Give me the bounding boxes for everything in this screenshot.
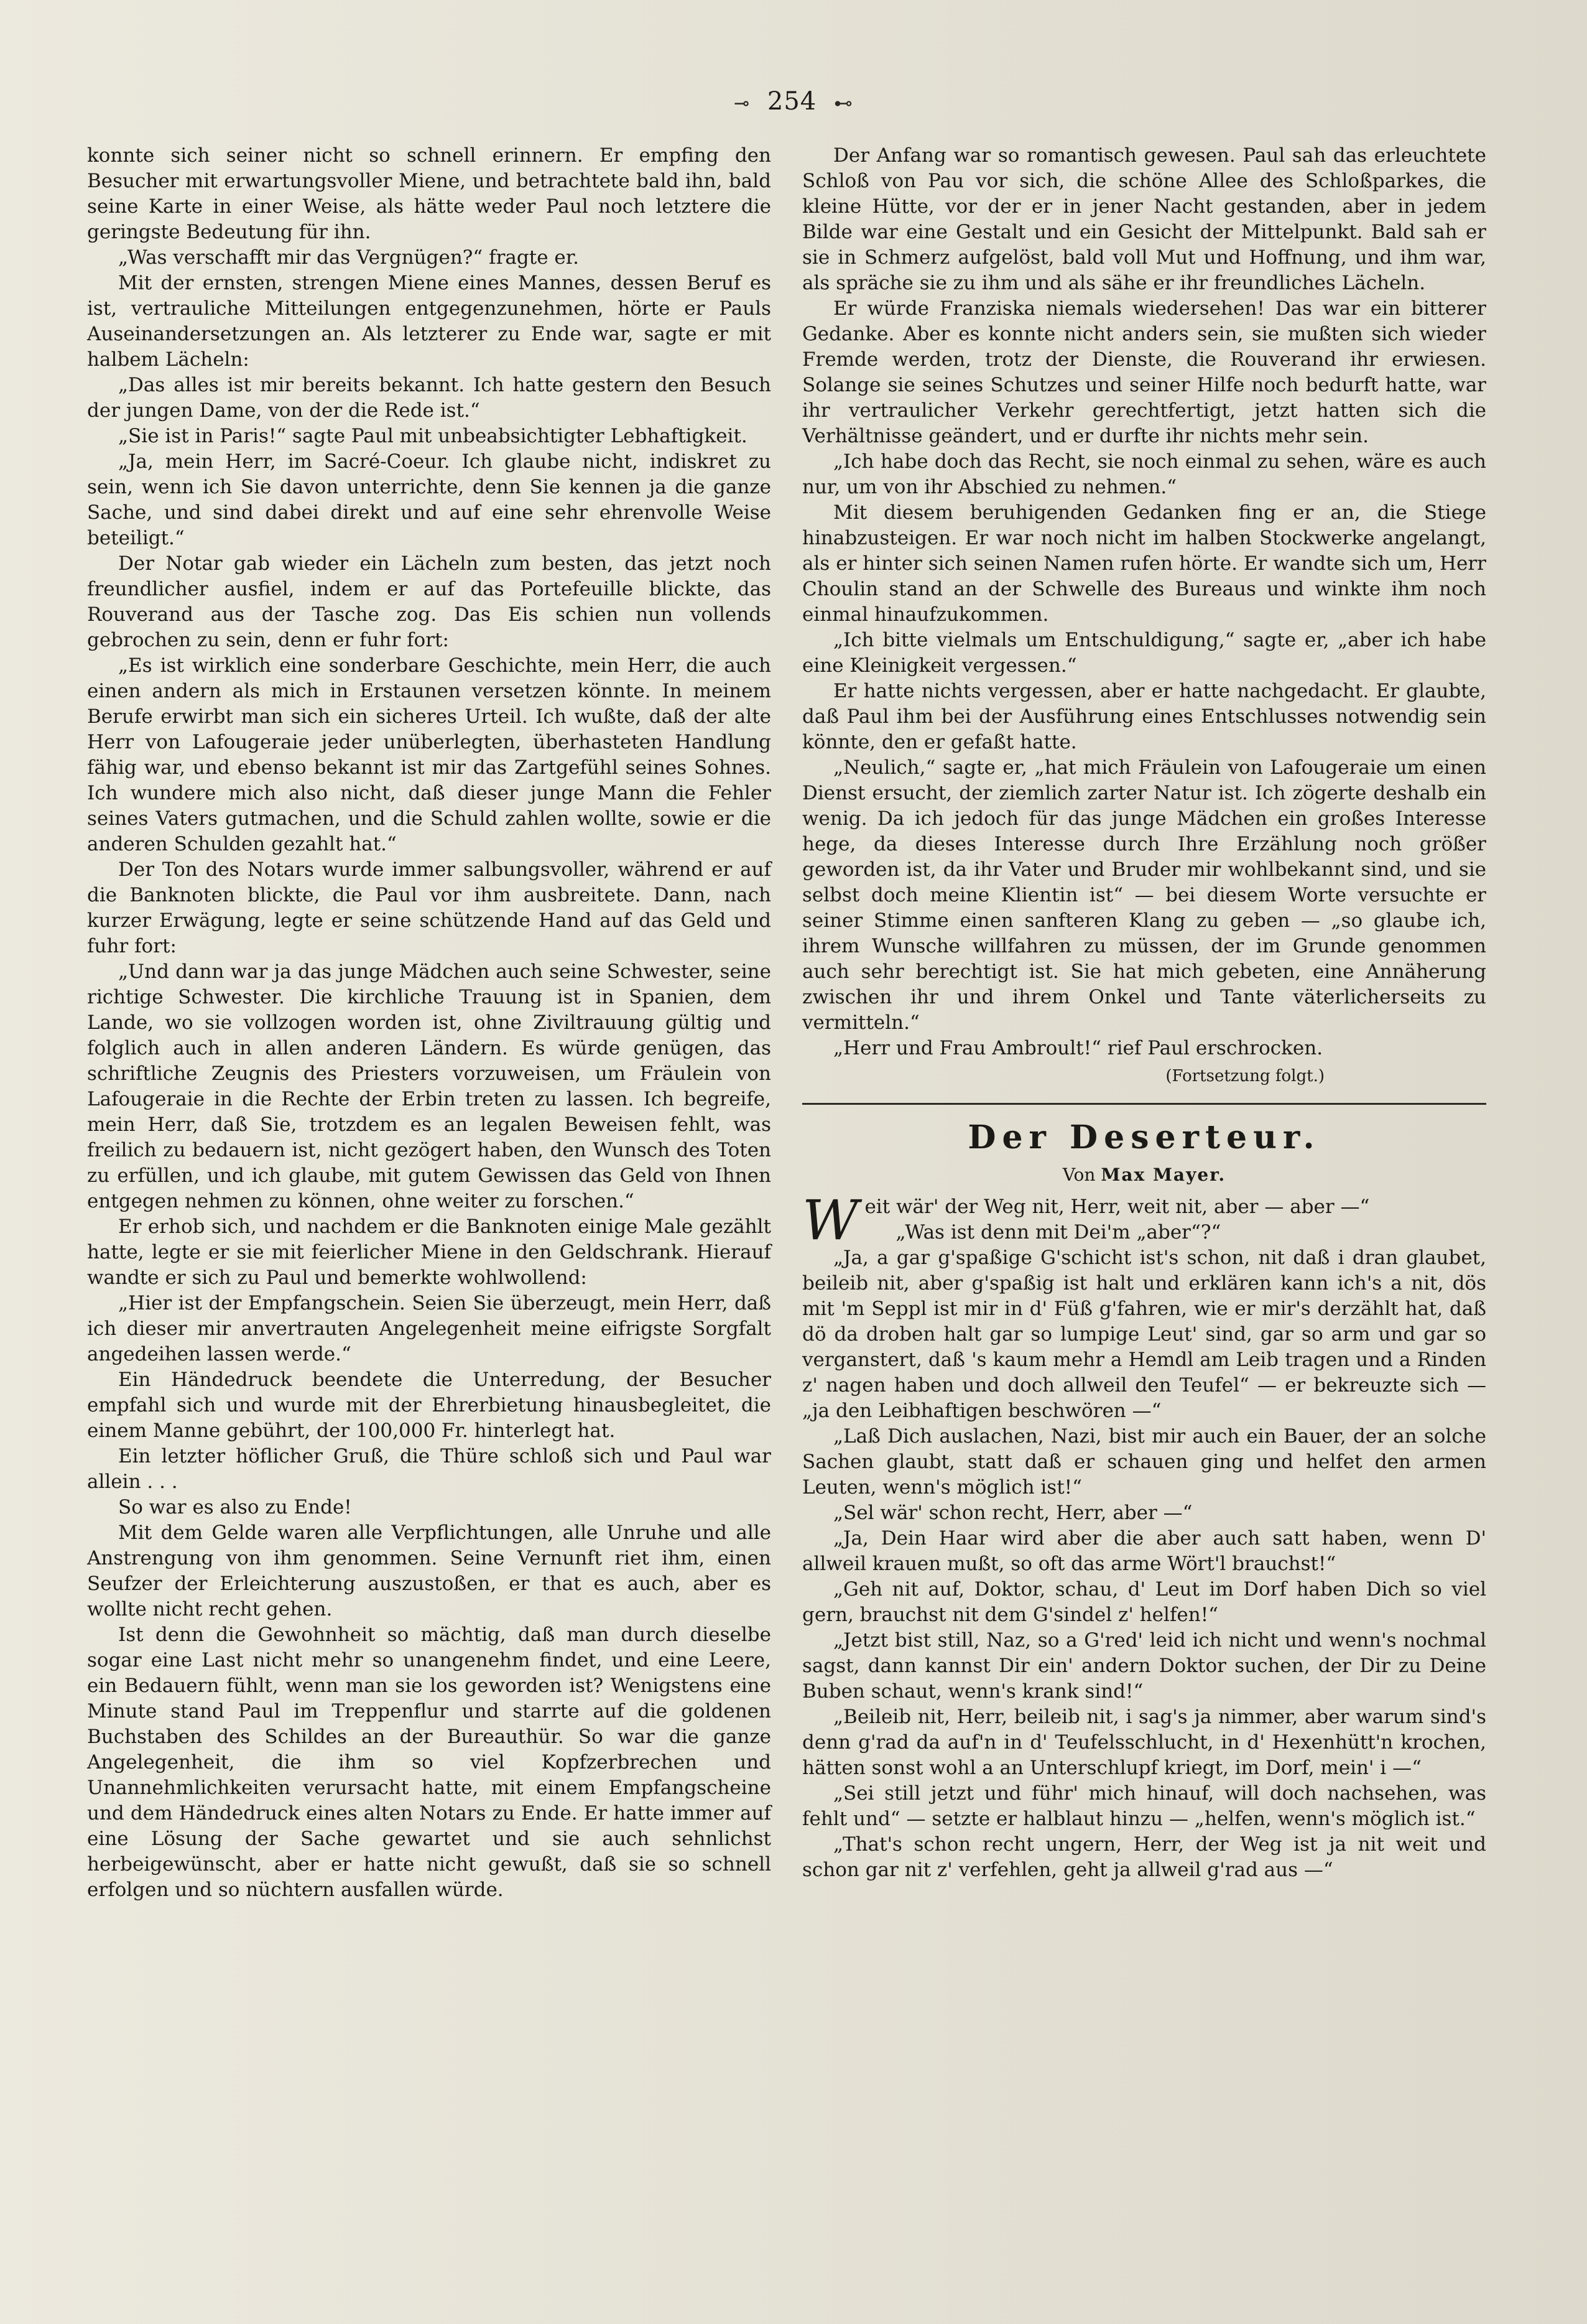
author-name: Max Mayer. — [1101, 1164, 1226, 1185]
paragraph: „Was verschafft mir das Vergnügen?“ fragte er. — [118, 246, 580, 269]
paragraph: Ein letzter höflicher Gruß, die Thüre schloß sich und Paul war allein . . . — [87, 1445, 771, 1493]
article-title: Der Deserteur. — [968, 1118, 1321, 1156]
section-divider — [802, 1103, 1486, 1105]
paragraph: konnte sich seiner nicht so schnell erinnern. Er empfing den Besucher mit erwartungsvoller Miene, und betrachtete bald ihn, bald seine Karte in einer Weise, als hätte weder Paul noch letztere die geringste Bedeutung für ihn. — [87, 144, 771, 243]
paragraph: „Neulich,“ sagte er, „hat mich Fräulein von Lafougeraie um einen Dienst ersucht, der ziemlich zarter Natur ist. Ich zögerte deshalb ein wenig. Da ich jedoch für das junge Mädchen ein großes Interesse hege, da dieses Interesse durch Ihre Erzählung noch größer geworden ist, da ihr Vater und Bruder mir wohlbekannt sind, und sie selbst doch meine Klientin ist“ — bei diesem Worte versuchte er seiner Stimme einen sanfteren Klang zu geben — „so glaube ich, ihrem Wunsche willfahren zu müssen, der im Grunde genommen auch sehr berechtigt ist. Sie hat mich gebeten, eine Annäherung zwischen ihr und ihrem Onkel und Tante väterlicherseits zu vermitteln.“ — [802, 756, 1486, 1034]
paragraph: „Herr und Frau Ambroult!“ rief Paul erschrocken. — [833, 1037, 1323, 1059]
paragraph: Der Ton des Notars wurde immer salbungsvoller, während er auf die Banknoten blickte, die Paul vor ihm ausbreitete. Dann, nach kurzer Erwägung, legte er seine schützende Hand auf das Geld und fuhr fort: — [87, 858, 771, 957]
paragraph: „Ich bitte vielmals um Entschuldigung,“ sagte er, „aber ich habe eine Kleinigkeit vergessen.“ — [802, 629, 1486, 677]
paragraph: „Jetzt bist still, Naz, so a G'red' leid ich nicht und wenn's nochmal sagst, dann kannst Dir ein' andern Doktor suchen, der Dir zu Deine Buben schaut, wenn's krank sind!“ — [802, 1629, 1486, 1703]
paragraph: „Was ist denn mit Dei'm „aber“?“ — [895, 1221, 1221, 1243]
paragraph: „Hier ist der Empfangschein. Seien Sie überzeugt, mein Herr, daß ich dieser mir anvertrauten Angelegenheit meine eifrigste Sorgfalt angedeihen lassen werde.“ — [87, 1292, 771, 1365]
paragraph: Der Notar gab wieder ein Lächeln zum besten, das jetzt noch freundlicher ausfiel, indem er auf das Portefeuille blickte, das Rouverand aus der Tasche zog. Das Eis schien nun vollends gebrochen zu sein, denn er fuhr fort: — [87, 552, 771, 651]
paragraph: „Sie ist in Paris!“ sagte Paul mit unbeabsichtigter Lebhaftigkeit. — [118, 425, 747, 447]
right-column — [802, 143, 1486, 2134]
left-column — [87, 143, 771, 2134]
paragraph: „Sei still jetzt und führ' mich hinauf, will doch nachsehen, was fehlt und“ — setzte er halblaut hinzu — „helfen, wenn's möglich ist.“ — [802, 1782, 1486, 1830]
paragraph: „Ja, mein Herr, im Sacré-Coeur. Ich glaube nicht, indiskret zu sein, wenn ich Sie davon unterrichte, denn Sie kennen ja die ganze Sache, und sind dabei direkt und auf eine sehr ehrenvolle Weise beteiligt.“ — [87, 450, 771, 549]
byline — [802, 1160, 1486, 1191]
paragraph: „Und dann war ja das junge Mädchen auch seine Schwester, seine richtige Schwester. Die kirchliche Trauung ist in Spanien, dem Lande, wo sie vollzogen worden ist, ohne Ziviltrauung gültig und folglich auch in allen anderen Ländern. Es würde genügen, das schriftliche Zeugnis des Priesters vorzuweisen, um Fräulein von Lafougeraie in die Rechte der Erbin treten zu lassen. Ich begreife, mein Herr, daß Sie, trotzdem es an legalen Beweisen fehlt, was freilich zu bedauern ist, nicht gezögert haben, den Wunsch des Toten zu erfüllen, und ich glaube, mit gutem Gewissen das Geld von Ihnen entgegen nehmen zu können, ohne weiter zu forschen.“ — [87, 960, 771, 1212]
paragraph: „Geh nit auf, Doktor, schau, d' Leut im Dorf haben Dich so viel gern, brauchst nit dem G'sindel z' helfen!“ — [802, 1578, 1486, 1626]
paragraph: „Laß Dich auslachen, Nazi, bist mir auch ein Bauer, der an solche Sachen glaubt, statt daß er schauen ging und helfet den armen Leuten, wenn's möglich ist!“ — [802, 1425, 1486, 1499]
paragraph: „Das alles ist mir bereits bekannt. Ich hatte gestern den Besuch der jungen Dame, von der die Rede ist.“ — [87, 374, 771, 422]
paragraph: „Es ist wirklich eine sonderbare Geschichte, mein Herr, die auch einen andern als mich in Erstaunen versetzen könnte. In meinem Berufe erwirbt man sich ein sicheres Urteil. Ich wußte, daß der alte Herr von Lafougeraie jeder unüberlegten, überhasteten Handlung fähig war, und ebenso bekannt ist mir das Zartgefühl seines Sohnes. Ich wundere mich also nicht, daß dieser junge Mann die Fehler seines Vaters gutmachen, und die Schuld zahlen wollte, sowie er die anderen Schulden gezahlt hat.“ — [87, 654, 771, 855]
paragraph: „Sel wär' schon recht, Herr, aber —“ — [833, 1502, 1193, 1524]
paragraph: So war es also zu Ende! — [118, 1496, 352, 1518]
page-header — [0, 80, 1587, 123]
paragraph: Ist denn die Gewohnheit so mächtig, daß man durch dieselbe sogar eine Last nicht mehr so unangenehm findet, und eine Leere, ein Bedauern fühlt, wenn man sie los geworden ist? Wenigstens eine Minute stand Paul im Treppenflur und starrte auf die goldenen Buchstaben des Schildes an der Bureauthür. So war die ganze Angelegenheit, die ihm so viel Kopfzerbrechen und Unannehmlichkeiten verursacht hatte, mit einem Empfangscheine und dem Händedruck eines alten Notars zu Ende. Er hatte immer auf eine Lösung der Sache gewartet und sie auch sehnlichst herbeigewünscht, aber er hatte nicht gewußt, daß sie so schnell erfolgen und so nüchtern ausfallen würde. — [87, 1624, 771, 1901]
paragraph: „Ja, Dein Haar wird aber die aber auch satt haben, wenn D' allweil krauen mußt, so oft das arme Wört'l brauchst!“ — [802, 1527, 1486, 1575]
paragraph: „Beileib nit, Herr, beileib nit, i sag's ja nimmer, aber warum sind's denn g'rad da auf'n in d' Teufelsschlucht, in d' Hexenhütt'n krochen, hätten sonst wohl a an Unterschlupf kriegt, im Dorf, mein' i —“ — [802, 1706, 1486, 1779]
paragraph: Mit der ernsten, strengen Miene eines Mannes, dessen Beruf es ist, vertrauliche Mitteilungen entgegenzunehmen, hörte er Pauls Auseinandersetzungen an. Als letzterer zu Ende war, sagte er mit halbem Lächeln: — [87, 272, 771, 371]
byline-prefix: Von — [1062, 1164, 1096, 1185]
paragraph: „That's schon recht ungern, Herr, der Weg ist ja nit weit und schon gar nit z' verfehlen, geht ja allweil g'rad aus —“ — [802, 1833, 1486, 1881]
paragraph: Mit diesem beruhigenden Gedanken fing er an, die Stiege hinabzusteigen. Er war noch nicht im halben Stockwerke angelangt, als er hinter sich seinen Namen rufen hörte. Er wandte sich um, Herr Choulin stand an der Schwelle des Bureaus und winkte ihm noch einmal hinaufzukommen. — [802, 501, 1486, 626]
paragraph: Er würde Franziska niemals wiedersehen! Das war ein bitterer Gedanke. Aber es konnte nicht anders sein, sie mußten sich wieder Fremde werden, trotz der Dienste, die Rouverand ihr erwiesen. Solange sie seines Schutzes und seiner Hilfe noch bedurft hatte, war ihr vertraulicher Verkehr gerechtfertigt, jetzt hatten sich die Verhältnisse geändert, und er durfte ihr nichts mehr sein. — [802, 297, 1486, 447]
paragraph: „Ja, a gar g'spaßige G'schicht ist's schon, nit daß i dran glaubet, beileib nit, aber g'spaßig ist halt und erklären kann ich's a nit, dös mit 'm Seppl ist mir in d' Füß g'fahren, wie er mir's derzählt hat, daß dö da droben halt gar so lumpige Leut' sind, gar so arm und gar so verganstert, daß 's kaum mehr a Hemdl am Leib tragen und a Rinden z' nagen haben und doch allweil den Teufel“ — er bekreuzte sich — „ja den Leibhaftigen beschwören —“ — [802, 1247, 1486, 1422]
paragraph: Mit dem Gelde waren alle Verpflichtungen, alle Unruhe und alle Anstrengung von ihm genommen. Seine Vernunft riet ihm, einen Seufzer der Erleichterung auszustoßen, er that es auch, aber es wollte nicht recht gehen. — [87, 1522, 771, 1620]
continuation-note: (Fortsetzung folgt.) — [1165, 1067, 1325, 1085]
paragraph: „Ich habe doch das Recht, sie noch einmal zu sehen, wäre es auch nur, um von ihr Abschied zu nehmen.“ — [802, 450, 1486, 498]
drop-cap: W — [802, 1188, 859, 1252]
paragraph: Der Anfang war so romantisch gewesen. Paul sah das erleuchtete Schloß von Pau vor sich, die schöne Allee des Schloßparkes, die kleine Hütte, vor der er in jener Nacht gestanden, aber in jedem Bilde war eine Gestalt und ein Gesicht der Mittelpunkt. Bald sah er sie in Schmerz aufgelöst, bald voll Mut und Hoffnung, und ihm war, als spräche sie zu ihm und als sähe er ihr freundliches Lächeln. — [802, 144, 1486, 294]
paragraph: Er erhob sich, und nachdem er die Banknoten einige Male gezählt hatte, legte er sie mit feierlicher Miene in den Geldschrank. Hierauf wandte er sich zu Paul und bemerkte wohlwollend: — [87, 1215, 771, 1289]
page-number: 254 — [767, 87, 817, 116]
ornament-left-icon: ⊸ — [734, 93, 751, 114]
first-paragraph-text: eit wär' der Weg nit, Herr, weit nit, aber — aber —“ — [864, 1196, 1370, 1218]
paragraph: Er hatte nichts vergessen, aber er hatte nachgedacht. Er glaubte, daß Paul ihm bei der Ausführung eines Entschlusses notwendig sein könnte, den er gefaßt hatte. — [802, 680, 1486, 753]
ornament-right-icon: ⊷ — [833, 93, 853, 114]
paragraph: Ein Händedruck beendete die Unterredung, der Besucher empfahl sich und wurde mit der Ehrerbietung hinausbegleitet, die einem Manne gebührt, der 100,000 Fr. hinterlegt hat. — [87, 1369, 771, 1442]
